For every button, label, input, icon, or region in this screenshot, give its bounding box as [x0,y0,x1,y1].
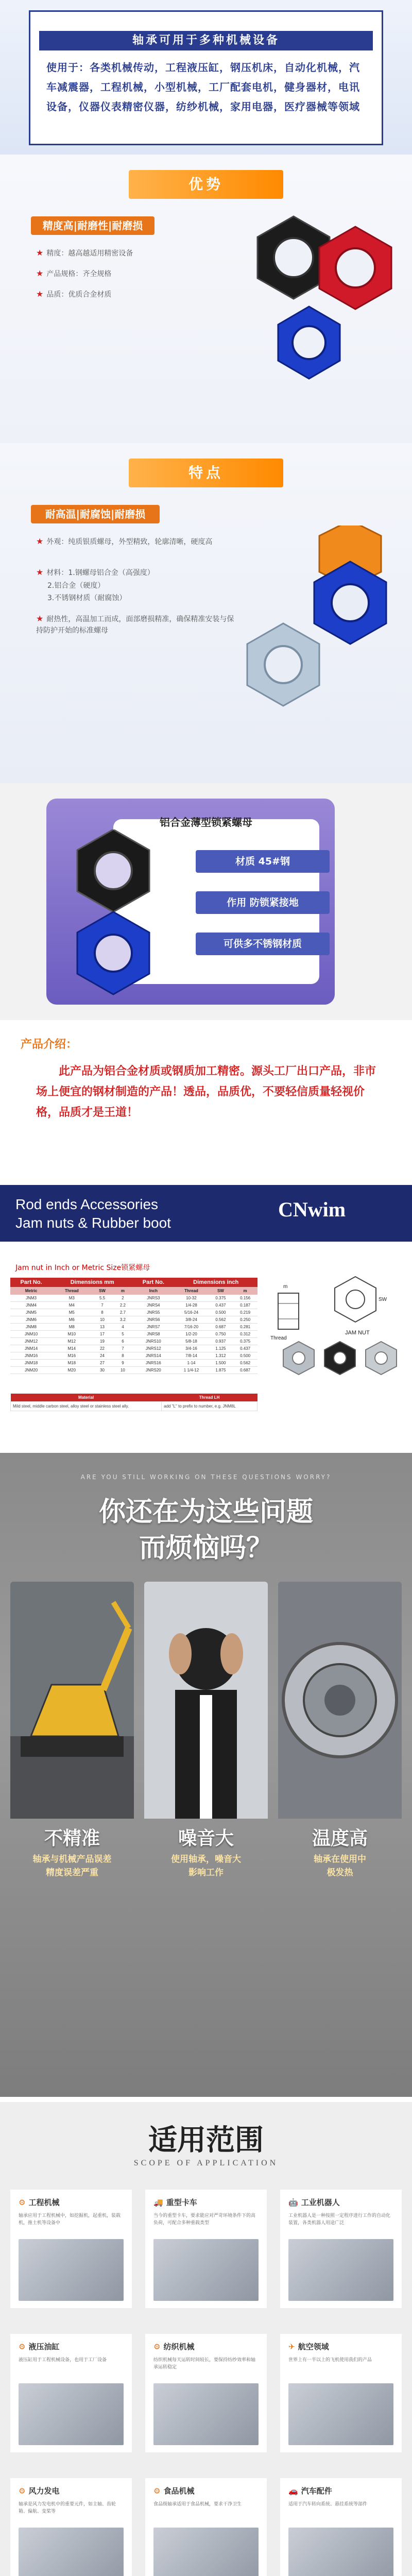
scope-card [10,2334,132,2452]
advantages-bullet: ★ 品质：优质合金材质 [36,289,112,299]
excavator-photo [10,1582,134,1819]
scope-card [145,2334,267,2452]
table-cell: 0.281 [233,1324,258,1331]
scope-card-heading [288,2341,329,2352]
panel-title: 铝合金薄型锁紧螺母 [160,816,252,828]
problem-title: 温度高 [312,1828,368,1849]
problem-title: 噪音大 [178,1828,234,1849]
table-cell: 0.937 [209,1338,233,1345]
table-cell: M14 [52,1345,91,1352]
star-icon: ★ [36,289,44,299]
scope-card-photo [19,2383,124,2445]
mat-head: Material [11,1394,162,1402]
problems-heading-line1: 你还在为这些问题 [98,1497,313,1528]
category-icon: 🤖 [288,2198,298,2207]
panel-nuts-illustration [57,829,180,999]
advantages-bullet: ★ 产品规格：齐全规格 [36,268,112,278]
scope-card-heading [19,2341,59,2352]
table-cell: JNM5 [10,1309,52,1316]
table-cell: 1.875 [209,1367,233,1374]
table-cell: 2 [113,1295,133,1302]
table-cell: M12 [52,1338,91,1345]
table-row [10,1352,258,1360]
table-cell: 5.5 [91,1295,113,1302]
scope-card-heading [288,2485,332,2496]
black-nut [77,829,149,912]
table-cell: 3.2 [113,1316,133,1324]
label-sw: SW [379,1297,387,1302]
table-cell: 1.500 [209,1360,233,1367]
table-cell: JNM12 [10,1338,52,1345]
scope-card-title: 液压油缸 [28,2342,60,2351]
scope-card-desc: 食品级轴承适用于食品机械，要求干净卫生 [153,2502,242,2507]
table-row [10,1316,258,1324]
scope-card-heading [19,2485,59,2496]
product-panel-section [0,783,412,1020]
table-cell: 2.2 [113,1302,133,1309]
scope-card-title: 食品机械 [163,2486,195,2496]
problem-title: 不精准 [44,1828,100,1849]
advantages-pill: 精度高|耐磨性|耐磨损 [31,216,154,235]
col-group: Part No. [10,1278,52,1287]
problem-card [10,1582,134,1891]
advantages-section [0,155,412,443]
table-cell: 5/16-24 [174,1309,208,1316]
col-head: SW [91,1287,113,1295]
intro-text: 此产品为铝合金材质或钢质加工精密。源头工厂出口产品，非市场上便宜的钢材制造的产品！透品，品质优，不要轻信质量轻视价格，品质才是王道！ [36,1065,376,1119]
scope-card-photo [288,2383,393,2445]
scope-card-desc: 世界上有一半以上的飞机使用我们的产品 [288,2358,372,2363]
scope-card [280,2334,402,2452]
features-bullet: ★ 耐热性，高温加工而成，面部磨损精准，确保精准安装与保持防护开始的标准螺母 [36,614,234,635]
table-cell: JNM14 [10,1345,52,1352]
table-cell: 0.437 [233,1345,258,1352]
table-cell: 1/2-20 [174,1331,208,1338]
scope-card-desc: 当今的重型卡车，要求能应对严苛环境条件下的高负荷，可配合多种重载类型 [153,2213,256,2226]
col-head: m [233,1287,258,1295]
scope-card-title: 纺织机械 [163,2342,195,2351]
table-row [10,1309,258,1316]
problem-card [278,1582,402,1891]
mat-head: Thread LH [162,1394,258,1402]
col-head: Thread [174,1287,208,1295]
table-cell: JNM4 [10,1302,52,1309]
problem-desc: 使用轴承，噪音大 [171,1854,241,1865]
usage-title-bar [39,31,373,50]
table-cell: JNM10 [10,1331,52,1338]
table-cell: 13 [91,1324,113,1331]
table-cell: 7/8-14 [174,1352,208,1360]
star-icon: ★ [36,536,44,546]
scope-card-desc: 轴承应用于工程机械中，如挖掘机，起重机，装载机，推土机等设备中 [19,2213,121,2226]
star-icon: ★ [36,567,44,577]
scope-card-heading [153,2341,194,2352]
table-cell: 9 [113,1360,133,1367]
usage-text: 使用于：各类机械传动，工程液压缸，钢压机床，自动化机械，汽车减震器，工程机械，小型机械，工厂配套电机，健身器材，电讯设备，仪器仪表精密仪器，纺纱机械，家用电器，医疗器械等领域 [46,61,360,113]
scope-card-desc: 适用于汽车转向系统、悬挂系统等部件 [288,2502,368,2507]
table-cell: M4 [52,1302,91,1309]
table-cell: 0.187 [233,1302,258,1309]
panel-tag-material: 材质 45#钢 [196,850,330,873]
features-bullet-cont: 3.不锈钢材质（耐腐蚀） [47,594,127,602]
col-head: SW [209,1287,233,1295]
table-cell: 1.312 [209,1352,233,1360]
mat-cell: add "L" to prefix to number, e.g. JNM8L [162,1402,258,1411]
advantages-ribbon: 优势 [129,170,283,199]
table-cell: 8 [91,1309,113,1316]
catalog-title-line1: Rod ends Accessories [15,1196,159,1212]
table-cell: 8 [113,1352,133,1360]
table-cell: 0.375 [209,1295,233,1302]
table-cell: M3 [52,1295,91,1302]
scope-card-title: 工程机械 [28,2198,60,2207]
star-icon: ★ [36,614,44,623]
table-cell: 24 [91,1352,113,1360]
features-bullet: ★ 材料：1.钢螺母铝合金（高强度） [36,567,154,577]
blue-nut [77,912,149,994]
table-cell: 0.687 [209,1324,233,1331]
features-pill: 耐高温|耐腐蚀|耐磨损 [31,505,160,523]
scope-card-photo [19,2528,124,2576]
table-cell: JNRS3 [132,1295,174,1302]
usage-title: 轴承可用于多种机械设备 [132,34,280,47]
col-head: Metric [10,1287,52,1295]
catalog-subtitle: Jam nut in Inch or Metric Size锁紧螺母 [15,1264,150,1272]
table-cell: JNRS16 [132,1360,174,1367]
category-icon: 🚚 [153,2198,163,2207]
table-cell: 7/16-20 [174,1324,208,1331]
table-cell: M6 [52,1316,91,1324]
scope-card-heading [153,2197,197,2208]
table-cell: 0.156 [233,1295,258,1302]
scope-card-photo [288,2528,393,2576]
table-cell: JNM18 [10,1360,52,1367]
table-cell: 5/8-18 [174,1338,208,1345]
scope-card-heading [19,2197,59,2208]
table-cell: 4 [113,1324,133,1331]
category-icon: ⚙ [19,2486,26,2496]
intro-section [0,1020,412,1175]
table-cell: 22 [91,1345,113,1352]
table-cell: JNM3 [10,1295,52,1302]
table-cell: 0.562 [233,1360,258,1367]
table-cell: 0.500 [209,1309,233,1316]
scope-card-title: 风力发电 [28,2486,60,2496]
table-cell: 0.312 [233,1331,258,1338]
scope-card-photo [153,2528,259,2576]
table-cell: JNRS14 [132,1352,174,1360]
problems-heading-line2: 而烦恼吗？ [139,1533,273,1564]
table-cell: 1-14 [174,1360,208,1367]
scope-card-title: 重型卡车 [166,2198,197,2207]
advantages-bullet: ★ 精度：越高越适用精密设备 [36,248,133,258]
table-cell: M10 [52,1331,91,1338]
scope-card [145,2478,267,2576]
scope-title: 适用范围 [148,2124,264,2157]
material-table [10,1394,258,1411]
table-cell: 27 [91,1360,113,1367]
problem-desc: 影响工作 [188,1868,224,1878]
table-cell: 2.7 [113,1309,133,1316]
table-cell: JNM20 [10,1367,52,1374]
table-cell: M20 [52,1367,91,1374]
problem-desc: 极发热 [327,1868,353,1878]
table-cell: JNRS8 [132,1331,174,1338]
silver-nut [247,623,319,706]
table-cell: JNRS4 [132,1302,174,1309]
features-ribbon: 特点 [129,459,283,487]
category-icon: ⚙ [19,2198,26,2207]
col-group: Dimensions inch [174,1278,258,1287]
scope-card-desc: 液压缸用于工程机械设备，也用于工厂设备 [19,2358,107,2363]
scope-section [0,2102,412,2576]
table-cell: JNM16 [10,1352,52,1360]
star-icon: ★ [36,248,44,258]
table-row [10,1324,258,1331]
scope-card-title: 汽车配件 [301,2486,332,2496]
mat-cell: Mild steel, middle carbon steel, alloy steel or stainless steel ally. [11,1402,162,1411]
table-row [10,1302,258,1309]
scope-card [10,2478,132,2576]
scope-card-photo [19,2239,124,2301]
table-cell: 0.500 [233,1352,258,1360]
table-cell: JNRS10 [132,1338,174,1345]
hex-nuts-illustration [216,206,407,433]
category-icon: ⚙ [153,2486,161,2496]
table-cell: 1.125 [209,1345,233,1352]
scope-card-photo [153,2383,259,2445]
table-cell: 0.219 [233,1309,258,1316]
usage-section [0,0,412,155]
table-cell: 17 [91,1331,113,1338]
table-cell: 19 [91,1338,113,1345]
col-head: m [113,1287,133,1295]
scope-card-desc: 工业机器人是一种按照一定程序进行工作的自动化装置，各类机器人用途广泛 [288,2213,391,2226]
table-row [10,1345,258,1352]
label-jam-nut: JAM NUT [345,1330,370,1336]
table-row [10,1338,258,1345]
problems-eyebrow: ARE YOU STILL WORKING ON THESE QUESTIONS WORRY? [80,1473,332,1481]
features-bullet: ★ 外观：纯质银质螺母，外型精致，轮廓清晰，硬度高 [36,536,213,546]
brand-logo: CNwim [278,1198,346,1221]
table-cell: 0.562 [209,1316,233,1324]
table-row [10,1360,258,1367]
scope-subtitle: SCOPE OF APPLICATION [133,2159,279,2167]
catalog-section [0,1185,412,1391]
scope-card-desc: 纺织机械每天运转时间较长，要保持纺纱效率和轴承运转稳定 [153,2358,256,2370]
col-group: Dimensions mm [52,1278,132,1287]
intro-label: 产品介绍： [21,1038,78,1051]
scope-card-photo [288,2239,393,2301]
table-cell: 1/4-28 [174,1302,208,1309]
scope-card-desc: 轴承是风力发电机中的重要元件，如主轴、齿轮箱、偏航、变桨等 [19,2502,116,2514]
category-icon: ⚙ [153,2342,161,2351]
table-cell: M5 [52,1309,91,1316]
spec-table [10,1278,258,1374]
catalog-title-line2: Jam nuts & Rubber boot [15,1215,171,1231]
blue-nut [278,307,340,379]
category-icon: 🚗 [288,2486,298,2496]
scope-card-title: 航空领域 [298,2342,329,2351]
table-cell: 7 [113,1345,133,1352]
panel-tag-option: 可供多不锈钢材质 [196,933,330,955]
table-row [10,1367,258,1374]
scope-card [280,2478,402,2576]
table-cell: M18 [52,1360,91,1367]
table-cell: M8 [52,1324,91,1331]
scope-card [280,2190,402,2308]
col-head: Inch [132,1287,174,1295]
table-cell: 0.750 [209,1331,233,1338]
problems-section [0,1453,412,2097]
table-cell: 0.437 [209,1302,233,1309]
table-cell: JNRS20 [132,1367,174,1374]
scope-card-heading [288,2197,340,2208]
problem-desc: 轴承在使用中 [314,1854,366,1865]
scope-card [10,2190,132,2308]
table-cell: 3/8-24 [174,1316,208,1324]
problem-desc: 精度误差严重 [46,1868,98,1878]
table-cell: 3/4-16 [174,1345,208,1352]
col-head: Thread [52,1287,91,1295]
stressed-man-photo [144,1582,268,1819]
table-cell: 30 [91,1367,113,1374]
jam-nut-drawing [268,1273,402,1391]
table-row [10,1295,258,1302]
scope-card-heading [153,2485,194,2496]
table-cell: 10 [91,1316,113,1324]
category-icon: ⚙ [19,2342,26,2351]
label-thread: Thread [270,1335,287,1341]
table-row [10,1331,258,1338]
star-icon: ★ [36,268,44,278]
label-m: m [283,1284,288,1290]
table-cell: JNRS5 [132,1309,174,1316]
bearing-photo [278,1582,402,1819]
table-cell: JNRS7 [132,1324,174,1331]
problem-card [144,1582,268,1891]
table-cell: M16 [52,1352,91,1360]
table-cell: JNRS12 [132,1345,174,1352]
table-cell: 1 1/4-12 [174,1367,208,1374]
features-bullet-cont: 2.铝合金（硬度） [47,582,105,590]
problem-desc: 轴承与机械产品误差 [32,1854,112,1865]
hex-nuts-illustration-2 [216,526,407,773]
table-cell: JNM6 [10,1316,52,1324]
scope-card [145,2190,267,2308]
table-cell: 0.687 [233,1367,258,1374]
features-section [0,443,412,783]
catalog-title [15,1195,171,1232]
table-cell: 10-32 [174,1295,208,1302]
table-cell: 10 [113,1367,133,1374]
scope-card-title: 工业机器人 [301,2198,340,2207]
problems-heading [0,1494,412,1566]
category-icon: ✈ [288,2342,295,2351]
table-cell: 7 [91,1302,113,1309]
table-cell: 5 [113,1331,133,1338]
table-cell: JNM8 [10,1324,52,1331]
scope-card-photo [153,2239,259,2301]
table-cell: 6 [113,1338,133,1345]
table-cell: JNRS6 [132,1316,174,1324]
col-group: Part No. [132,1278,174,1287]
panel-tag-function: 作用 防锁紧接地 [196,891,330,914]
table-cell: 0.250 [233,1316,258,1324]
table-cell: 0.375 [233,1338,258,1345]
